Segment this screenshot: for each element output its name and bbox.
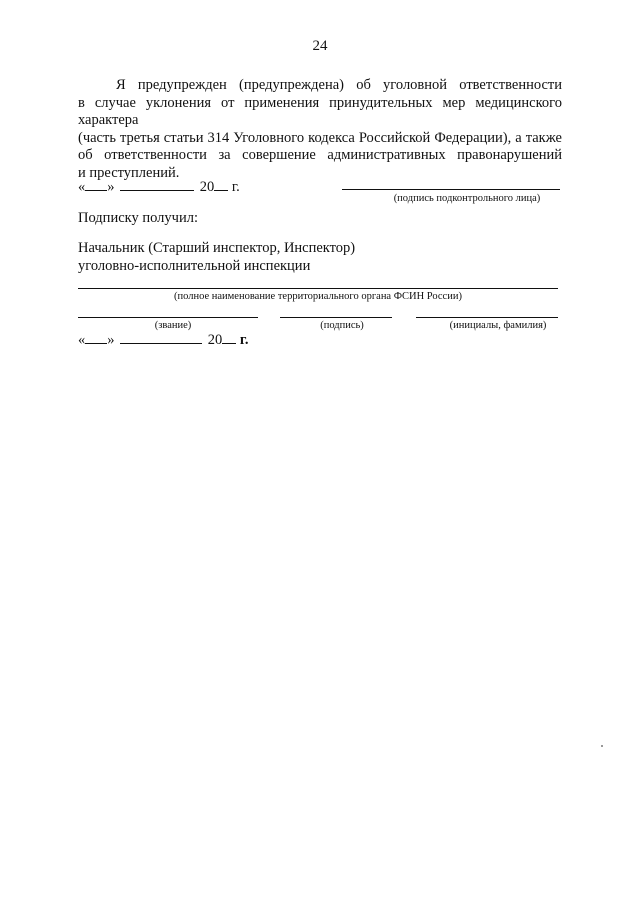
open-quote: « [78, 332, 86, 348]
paragraph-line: Я предупрежден (предупреждена) об уголовной ответственности [116, 77, 562, 93]
year-suffix: г. [239, 332, 249, 348]
close-quote: » [107, 332, 115, 348]
received-label: Подписку получил: [78, 210, 198, 226]
paragraph-line: и преступлений. [78, 164, 180, 181]
month-blank [120, 178, 194, 191]
year-prefix: 20 [199, 179, 215, 195]
day-blank [85, 331, 107, 344]
year-blank [222, 331, 236, 344]
position-title: Начальник (Старший инспектор, Инспектор) [78, 240, 356, 256]
year-blank [214, 178, 228, 191]
signature-caption-2: (подпись) [320, 320, 364, 331]
warning-paragraph [78, 77, 562, 183]
initials-line [416, 317, 558, 318]
date-field-1 [78, 178, 240, 196]
month-blank [120, 331, 202, 344]
paragraph-line: в случае уклонения от применения принудительных мер медицинского характера [78, 94, 562, 129]
date-field-2 [78, 331, 248, 349]
signature-line [342, 189, 560, 190]
org-name-line [78, 288, 558, 289]
signature-line-2 [280, 317, 392, 318]
rank-caption: (звание) [154, 320, 192, 331]
initials-caption: (инициалы, фамилия) [449, 320, 547, 331]
org-name-caption: (полное наименование территориального органа ФСИН России) [174, 291, 462, 302]
open-quote: « [78, 179, 86, 195]
day-blank [85, 178, 107, 191]
position-subtitle: уголовно-исполнительной инспекции [78, 257, 311, 274]
paragraph-line: об ответственности за совершение административных правонарушений [78, 147, 562, 164]
signature-caption: (подпись подконтрольного лица) [393, 193, 541, 204]
close-quote: » [107, 179, 115, 195]
paragraph-line: (часть третья статьи 314 Уголовного кодекса Российской Федерации), а также [78, 129, 562, 146]
position-block [78, 240, 355, 275]
year-suffix: г. [231, 179, 240, 195]
year-prefix: 20 [207, 332, 223, 348]
page-number: 24 [312, 38, 328, 54]
scan-speck [601, 745, 603, 747]
rank-line [78, 317, 258, 318]
